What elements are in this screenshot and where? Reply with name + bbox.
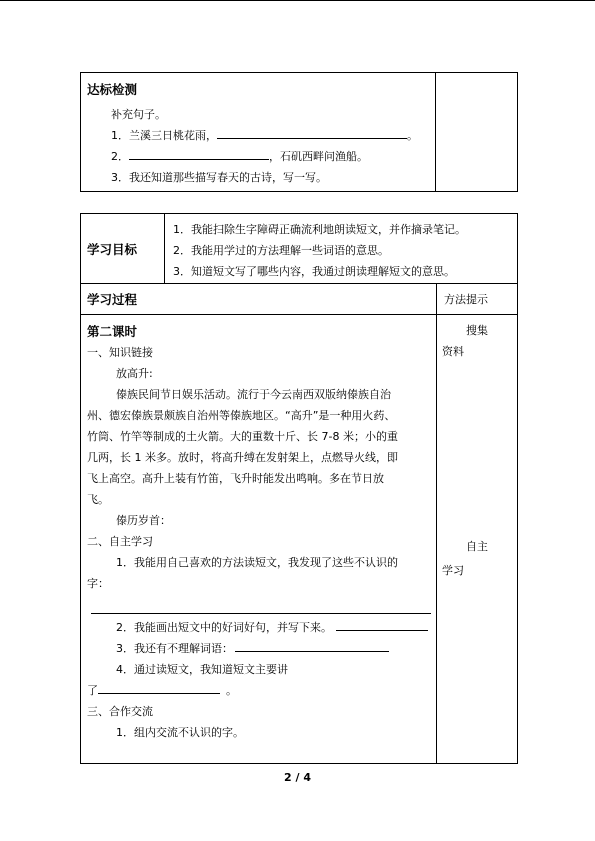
self-study-item-4b: 了 。 — [87, 680, 436, 701]
para-line: 傣族民间节日娱乐活动。流行于今云南西双版纳傣族自治 — [116, 388, 391, 401]
hint-label: 方法提示 — [444, 293, 488, 306]
intro-text: 补充句子。 — [111, 108, 166, 121]
hint-2-line-a: 自主 — [466, 540, 488, 553]
process-label: 学习过程 — [87, 292, 138, 307]
self-study-item-1a: 1．我能用自己喜欢的方法读短文，我发现了这些不认识的 — [116, 556, 398, 569]
self-study-item-3: 3．我还有不理解词语： — [87, 638, 436, 659]
hint-content-cell — [437, 315, 518, 764]
page-number: 2 / 4 — [284, 771, 311, 784]
para-line: 飞上高空。高升上装有竹笛，飞升时能发出鸣响。多在节日放 — [87, 472, 384, 485]
learning-table — [80, 213, 518, 764]
standard-check-cell — [81, 73, 436, 192]
answer-line-1[interactable] — [91, 600, 431, 614]
answer-line-3[interactable] — [235, 638, 389, 652]
fill-item-2: 2． ，石矶西畔问渔船。 — [111, 146, 435, 167]
fill-item-1: 1．兰溪三日桃花雨， 。 — [111, 125, 435, 146]
self-study-item-4a: 4．通过读短文，我知道短文主要讲 — [116, 663, 288, 676]
hint-1-line-a: 搜集 — [466, 324, 488, 337]
cooperate-item-1: 1．组内交流不认识的字。 — [116, 726, 244, 739]
fanggaosheng-label: 放高升: — [116, 367, 153, 380]
answer-line-2[interactable] — [336, 617, 428, 631]
hint-2-line-b: 学习 — [442, 564, 464, 577]
para-line: 飞。 — [87, 493, 109, 506]
standard-check-title: 达标检测 — [87, 82, 138, 97]
dai-calendar-label: 傣历岁首： — [116, 514, 171, 527]
process-label-cell — [81, 284, 437, 315]
para-line: 竹筒、竹竿等制成的土火箭。大的重数十斤、长 7-8 米；小的重 — [87, 430, 398, 443]
lesson-title: 第二课时 — [87, 324, 138, 339]
para-line: 州、德宏傣族景颇族自治州等傣族地区。“高升”是一种用火药、 — [87, 409, 396, 422]
self-study-item-1b: 字： — [87, 577, 109, 590]
para-line: 几两，长 1 米多。放时，将高升缚在发射架上，点燃导火线，即 — [87, 451, 398, 464]
blank-1[interactable] — [217, 125, 407, 139]
answer-line-4[interactable] — [98, 680, 220, 694]
goals-content-cell — [165, 214, 518, 284]
section-2-title: 二、自主学习 — [87, 535, 153, 548]
self-study-item-2: 2．我能画出短文中的好词好句，并写下来。 — [87, 617, 436, 638]
hint-label-cell — [437, 284, 518, 315]
section-3-title: 三、合作交流 — [87, 705, 153, 718]
blank-2[interactable] — [129, 146, 269, 160]
goal-item: 3．知道短文写了哪些内容，我通过朗读理解短文的意思。 — [173, 265, 455, 278]
top-rule — [0, 0, 595, 1]
standard-check-side-cell — [436, 73, 518, 192]
goals-label-cell — [81, 214, 165, 284]
goal-item: 1．我能扫除生字障碍正确流利地朗读短文，并作摘录笔记。 — [173, 223, 466, 236]
hint-1-line-b: 资料 — [442, 345, 464, 358]
goal-item: 2．我能用学过的方法理解一些词语的意思。 — [173, 244, 389, 257]
process-content-cell — [81, 315, 437, 764]
fill-item-3: 3．我还知道那些描写春天的古诗，写一写。 — [111, 171, 327, 184]
section-1-title: 一、知识链接 — [87, 346, 153, 359]
goals-label: 学习目标 — [87, 241, 138, 257]
standard-check-table — [80, 72, 518, 192]
